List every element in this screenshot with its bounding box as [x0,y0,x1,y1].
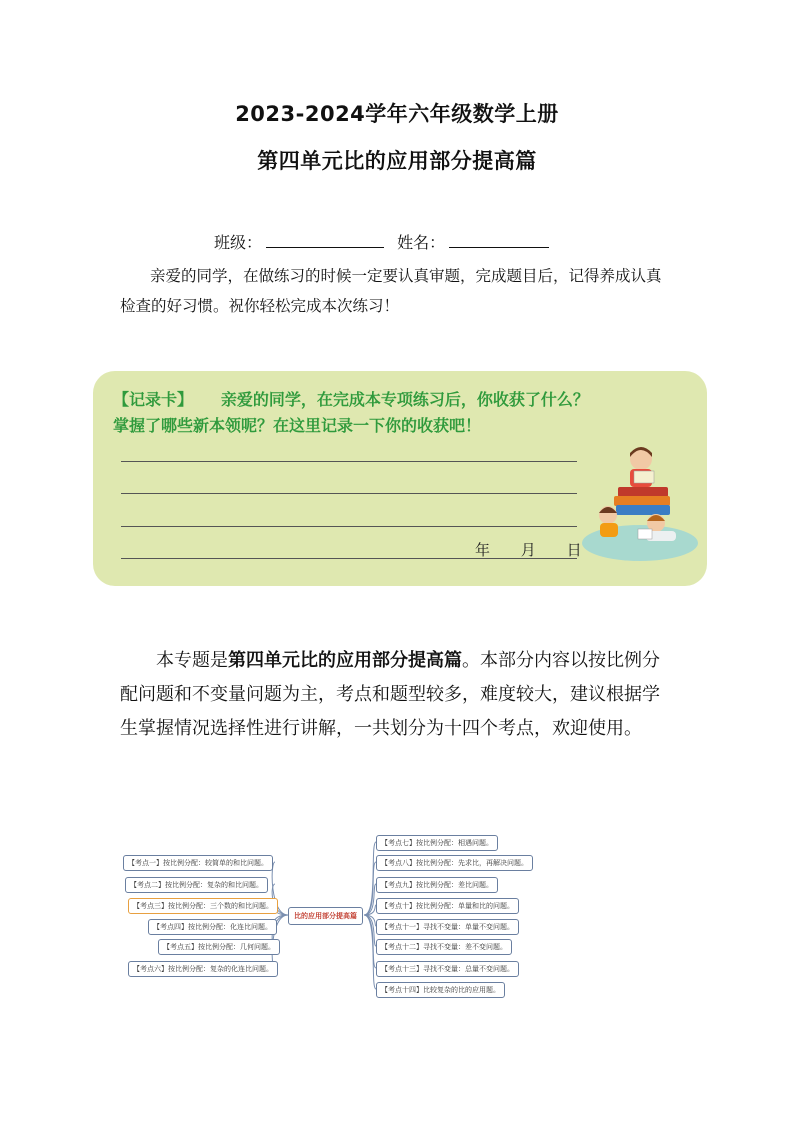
kids-reading-illustration [578,443,703,568]
day-label: 日 [566,541,584,559]
mind-map-center-node: 比的应用部分提高篇 [288,907,363,925]
writing-line[interactable] [121,493,577,494]
year-label: 年 [475,541,493,559]
mind-map-node: 【考点七】按比例分配：相遇问题。 [376,835,498,851]
writing-line[interactable] [121,461,577,462]
topic-mind-map [120,827,540,1002]
month-label: 月 [520,541,538,559]
mind-map-node: 【考点十二】寻找不变量：差不变问题。 [376,939,512,955]
mind-map-node: 【考点一】按比例分配：较简单的和比问题。 [123,855,273,871]
intro-paragraph-line2: 配问题和不变量问题为主，考点和题型较多，难度较大，建议根据学 [120,684,660,705]
name-blank[interactable] [449,231,549,248]
intro-paragraph-line3: 生掌握情况选择性进行讲解，一共划分为十四个考点，欢迎使用。 [120,718,642,739]
name-label: 姓名： [397,233,446,252]
class-blank[interactable] [266,231,384,248]
mind-map-node: 【考点十四】比较复杂的比的应用题。 [376,982,505,998]
mind-map-node: 【考点二】按比例分配：复杂的和比问题。 [125,877,268,893]
document-title-line2: 第四单元比的应用部分提高篇 [257,149,537,173]
intro-text: 本专题是 [156,650,228,671]
mind-map-node: 【考点三】按比例分配：三个数的和比问题。 [128,898,278,914]
writing-line[interactable] [121,526,577,527]
mind-map-node: 【考点八】按比例分配：先求比，再解决问题。 [376,855,533,871]
intro-paragraph-line1 [120,644,680,678]
book-stack [618,487,668,497]
intro-topic-bold: 第四单元比的应用部分提高篇 [228,650,462,671]
class-label: 班级： [214,233,263,252]
record-card-line1: 【记录卡】 亲爱的同学，在完成本专项练习后，你收获了什么？ [113,390,589,409]
intro-text: 。本部分内容以按比例分 [462,650,660,671]
document-title-line1: 2023-2024学年六年级数学上册 [235,102,559,126]
mind-map-node: 【考点四】按比例分配：化连比问题。 [148,919,277,935]
mind-map-node: 【考点六】按比例分配：复杂的化连比问题。 [128,961,278,977]
mind-map-node: 【考点五】按比例分配：几何问题。 [158,939,280,955]
mind-map-node: 【考点十】按比例分配：单量和比的问题。 [376,898,519,914]
mind-map-node: 【考点十三】寻找不变量：总量不变问题。 [376,961,519,977]
greeting-line1: 亲爱的同学，在做练习的时候一定要认真审题，完成题目后，记得养成认真 [150,267,662,285]
mind-map-node: 【考点十一】寻找不变量：单量不变问题。 [376,919,519,935]
student-info-row [214,230,557,253]
record-card [93,371,707,586]
mind-map-node: 【考点九】按比例分配：差比问题。 [376,877,498,893]
greeting-line2: 检查的好习惯。祝你轻松完成本次练习！ [120,297,400,315]
record-card-line2: 掌握了哪些新本领呢？在这里记录一下你的收获吧！ [113,416,482,435]
